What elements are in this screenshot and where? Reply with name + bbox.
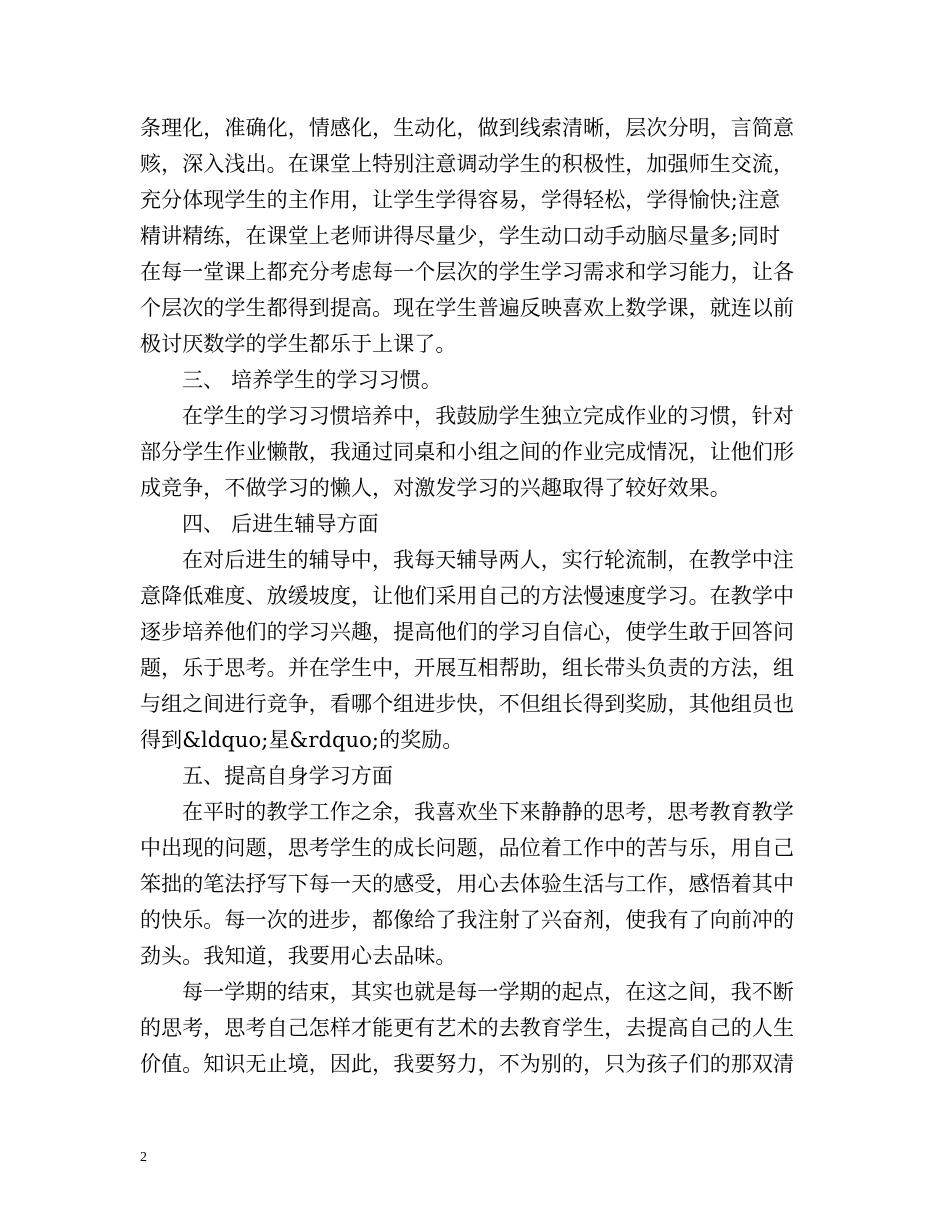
- paragraph-line: 笨拙的笔法抒写下每一天的感受，用心去体验生活与工作，感悟着其中: [140, 872, 795, 896]
- paragraph-line: 得到&ldquo;星&rdquo;的奖励。: [140, 728, 464, 752]
- paragraph-line: 题，乐于思考。并在学生中，开展互相帮助，组长带头负责的方法，组: [140, 656, 795, 680]
- document-body: [140, 110, 820, 1082]
- page-number: 2: [140, 1150, 147, 1165]
- section-heading: 四、 后进生辅导方面: [182, 512, 379, 536]
- paragraph-line: 在对后进生的辅导中，我每天辅导两人，实行轮流制，在教学中注: [182, 548, 794, 572]
- paragraph-line: 在每一堂课上都充分考虑每一个层次的学生学习需求和学习能力，让各: [140, 260, 795, 284]
- section-heading: 五、提高自身学习方面: [182, 764, 393, 788]
- paragraph-line: 赅，深入浅出。在课堂上特别注意调动学生的积极性，加强师生交流，: [140, 152, 795, 176]
- paragraph-line: 劲头。我知道，我要用心去品味。: [140, 944, 457, 968]
- paragraph-line: 极讨厌数学的学生都乐于上课了。: [140, 332, 457, 356]
- paragraph-line: 价值。知识无止境，因此，我要努力，不为别的，只为孩子们的那双清: [140, 1052, 795, 1076]
- paragraph-line: 成竞争，不做学习的懒人，对激发学习的兴趣取得了较好效果。: [140, 476, 731, 500]
- paragraph-line: 部分学生作业懒散，我通过同桌和小组之间的作业完成情况，让他们形: [140, 440, 795, 464]
- paragraph-line: 个层次的学生都得到提高。现在学生普遍反映喜欢上数学课，就连以前: [140, 296, 795, 320]
- paragraph-line: 与组之间进行竞争，看哪个组进步快，不但组长得到奖励，其他组员也: [140, 692, 795, 716]
- section-heading: 三、 培养学生的学习习惯。: [182, 368, 442, 392]
- paragraph-line: 意降低难度、放缓坡度，让他们采用自己的方法慢速度学习。在教学中: [140, 584, 795, 608]
- paragraph-line: 充分体现学生的主作用，让学生学得容易，学得轻松，学得愉快;注意: [140, 188, 781, 212]
- paragraph-line: 每一学期的结束，其实也就是每一学期的起点，在这之间，我不断: [182, 980, 794, 1004]
- paragraph-line: 中出现的问题，思考学生的成长问题，品位着工作中的苦与乐，用自己: [140, 836, 795, 860]
- paragraph-line: 在学生的学习习惯培养中，我鼓励学生独立完成作业的习惯，针对: [182, 404, 794, 428]
- paragraph-line: 条理化，准确化，情感化，生动化，做到线索清晰，层次分明，言简意: [140, 116, 795, 140]
- paragraph-line: 逐步培养他们的学习兴趣，提高他们的学习自信心，使学生敢于回答问: [140, 620, 795, 644]
- paragraph-line: 精讲精练，在课堂上老师讲得尽量少，学生动口动手动脑尽量多;同时: [140, 224, 781, 248]
- paragraph-line: 的思考，思考自己怎样才能更有艺术的去教育学生，去提高自己的人生: [140, 1016, 795, 1040]
- paragraph-line: 在平时的教学工作之余，我喜欢坐下来静静的思考，思考教育教学: [182, 800, 794, 824]
- paragraph-line: 的快乐。每一次的进步，都像给了我注射了兴奋剂，使我有了向前冲的: [140, 908, 795, 932]
